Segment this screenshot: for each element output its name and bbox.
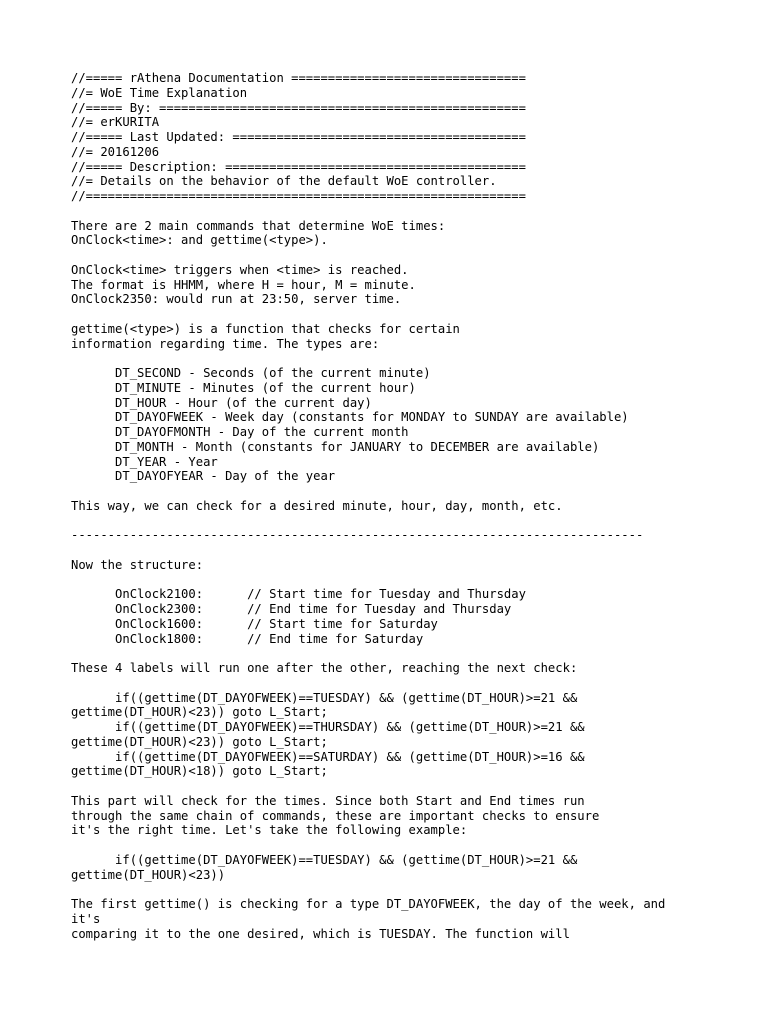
blank-line (71, 573, 761, 588)
text-line: //============================================================ (71, 189, 526, 203)
text-line: The first gettime() is checking for a type DT_DAYOFWEEK, the day of the week, and (71, 897, 666, 911)
text-line: These 4 labels will run one after the other, reaching the next check: (71, 661, 578, 675)
text-line: //===== Last Updated: ======================================== (71, 130, 526, 144)
blank-line (71, 676, 761, 691)
blank-line (71, 882, 761, 897)
text-line: DT_YEAR - Year (71, 454, 218, 469)
text-line: //===== By: ================================================== (71, 100, 526, 115)
text-line: gettime(DT_HOUR)<23)) goto L_Start; (71, 705, 328, 720)
text-line: DT_DAYOFWEEK - Week day (constants for MONDAY to SUNDAY are available) (71, 410, 629, 425)
text-line: through the same chain of commands, these are important checks to ensure (71, 808, 600, 823)
blank-line (71, 351, 761, 366)
text-line: This part will check for the times. Since both Start and End times run (71, 793, 585, 808)
text-line: OnClock1600: // Start time for Saturday (71, 616, 438, 631)
text-line: DT_SECOND - Seconds (of the current minute) (71, 366, 431, 380)
blank-line (71, 543, 761, 558)
text-line: Now the structure: (71, 557, 204, 572)
blank-line (71, 646, 761, 661)
text-line: gettime(<type>) is a function that checks for certain (71, 321, 460, 336)
documentation-text (71, 71, 761, 941)
text-line: OnClock<time>: and gettime(<type>). (71, 233, 328, 248)
text-line: OnClock2300: // End time for Tuesday and Thursday (71, 602, 512, 616)
text-line: DT_MINUTE - Minutes (of the current hour) (71, 380, 416, 395)
blank-line (71, 779, 761, 794)
text-line: if((gettime(DT_DAYOFWEEK)==TUESDAY) && (gettime(DT_HOUR)>=21 && (71, 690, 578, 705)
text-line: OnClock2350: would run at 23:50, server time. (71, 292, 402, 307)
text-line: DT_DAYOFYEAR - Day of the year (71, 469, 336, 484)
text-line: //= erKURITA (71, 115, 160, 130)
text-line: comparing it to the one desired, which is TUESDAY. The function will (71, 926, 570, 941)
blank-line (71, 838, 761, 853)
blank-line (71, 484, 761, 499)
text-line: gettime(DT_HOUR)<23)) goto L_Start; (71, 734, 328, 749)
text-line: //= Details on the behavior of the default WoE controller. (71, 174, 497, 189)
text-line: it's the right time. Let's take the following example: (71, 823, 468, 838)
text-line: DT_DAYOFMONTH - Day of the current month (71, 425, 409, 439)
blank-line (71, 204, 761, 219)
text-line: if((gettime(DT_DAYOFWEEK)==SATURDAY) && (gettime(DT_HOUR)>=16 && (71, 749, 585, 764)
text-line: OnClock2100: // Start time for Tuesday and Thursday (71, 587, 526, 602)
text-line: //===== rAthena Documentation ================================ (71, 71, 526, 85)
text-line: information regarding time. The types are: (71, 336, 380, 351)
text-line: OnClock<time> triggers when <time> is reached. (71, 262, 409, 277)
text-line: it's (71, 911, 101, 926)
blank-line (71, 307, 761, 322)
blank-line (71, 248, 761, 263)
text-line: DT_MONTH - Month (constants for JANUARY to DECEMBER are available) (71, 439, 600, 454)
text-line: The format is HHMM, where H = hour, M = minute. (71, 277, 416, 292)
text-line: //= WoE Time Explanation (71, 85, 248, 100)
text-line: if((gettime(DT_DAYOFWEEK)==TUESDAY) && (gettime(DT_HOUR)>=21 && (71, 852, 578, 867)
text-line: DT_HOUR - Hour (of the current day) (71, 395, 372, 410)
blank-line (71, 514, 761, 529)
text-line: This way, we can check for a desired minute, hour, day, month, etc. (71, 498, 563, 513)
text-line: ------------------------------------------------------------------------------ (71, 528, 644, 543)
text-line: gettime(DT_HOUR)<23)) (71, 867, 226, 882)
text-line: //===== Description: ========================================= (71, 159, 526, 174)
text-line: OnClock1800: // End time for Saturday (71, 631, 424, 646)
text-line: //= 20161206 (71, 144, 160, 159)
text-line: There are 2 main commands that determine WoE times: (71, 218, 446, 233)
text-line: if((gettime(DT_DAYOFWEEK)==THURSDAY) && (gettime(DT_HOUR)>=21 && (71, 720, 585, 734)
text-line: gettime(DT_HOUR)<18)) goto L_Start; (71, 764, 328, 779)
